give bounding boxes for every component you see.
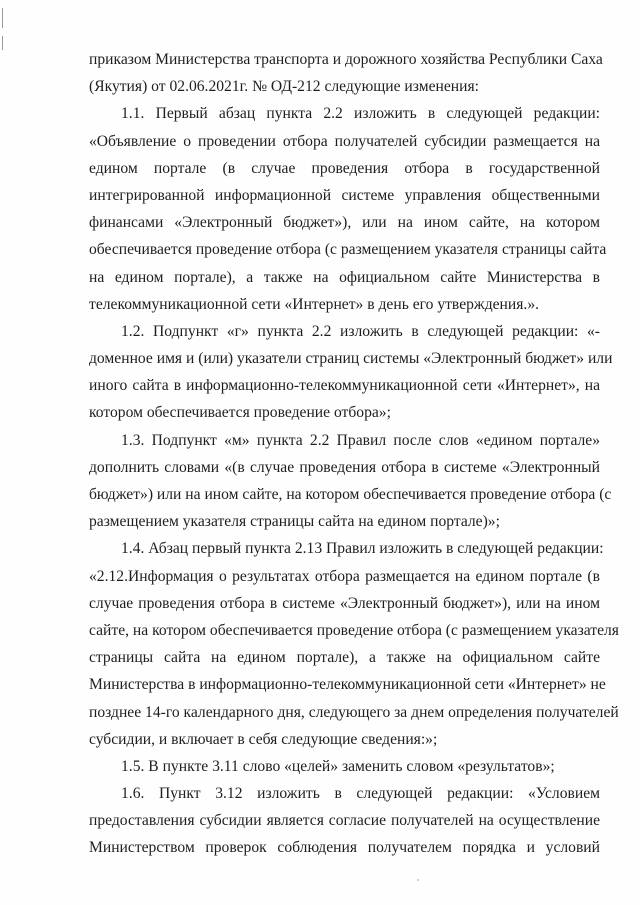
text-line: приказом Министерства транспорта и дорожного хозяйства Республики Саха <box>89 51 603 68</box>
text-line: позднее 14-го календарного дня, следующего за днем определения получателей <box>89 703 619 721</box>
text-line: 1.4. Абзац первый пункта 2.13 Правил изложить в следующей редакции: <box>121 540 604 558</box>
text-line: «2.12.Информация о результатах отбора размещается на едином портале (в <box>89 567 600 585</box>
text-line: (Якутия) от 02.06.2021г. № ОД-212 следующие изменения: <box>89 78 479 96</box>
text-line: едином портале (в случае проведения отбора в государственной <box>89 159 600 177</box>
text-line: 1.2. Подпункт «г» пункта 2.2 изложить в следующей редакции: «- <box>121 322 600 340</box>
text-line: случае проведения отбора в системе «Электронный бюджет»), или на ином <box>89 594 600 612</box>
text-line: сайте, на котором обеспечивается проведение отбора (с размещением указателя <box>89 621 619 639</box>
text-line: 1.6. Пункт 3.12 изложить в следующей редакции: «Условием <box>121 785 600 803</box>
text-line: 1.1. Первый абзац пункта 2.2 изложить в следующей редакции: <box>121 105 600 123</box>
text-line: на едином портале), а также на официальном сайте Министерства в <box>89 268 600 286</box>
scan-speck <box>417 879 419 881</box>
text-line: Министерства в информационно-телекоммуникационной сети «Интернет» не <box>89 676 606 694</box>
text-line: финансами «Электронный бюджет»), или на ином сайте, на котором <box>89 214 600 232</box>
scan-edge-mark <box>2 36 3 50</box>
text-line: 1.3. Подпункт «м» пункта 2.2 Правил после слов «едином портале» <box>121 431 600 449</box>
scan-edge-mark <box>2 8 3 28</box>
text-line: размещением указателя страницы сайта на едином портале)»; <box>89 513 500 531</box>
text-line: обеспечивается проведение отбора (с размещением указателя страницы сайта <box>89 241 607 259</box>
text-line: котором обеспечивается проведение отбора»; <box>89 404 391 422</box>
text-line: субсидии, и включает в себя следующие сведения:»; <box>89 730 438 748</box>
text-line: предоставления субсидии является согласие получателей на осуществление <box>89 812 600 830</box>
text-line: бюджет») или на ином сайте, на котором обеспечивается проведение отбора (с <box>89 486 612 503</box>
text-line: Министерством проверок соблюдения получателем порядка и условий <box>89 839 600 857</box>
text-line: доменное имя и (или) указатели страниц системы «Электронный бюджет» или <box>89 350 613 368</box>
text-line: интегрированной информационной системе управления общественными <box>89 186 600 204</box>
text-line: телекоммуникационной сети «Интернет» в день его утверждения.». <box>89 295 540 313</box>
text-line: иного сайта в информационно-телекоммуникационной сети «Интернет», на <box>89 377 600 395</box>
text-line: «Объявление о проведении отбора получателей субсидии размещается на <box>89 132 600 150</box>
text-line: 1.5. В пункте 3.11 слово «целей» заменить словом «результатов»; <box>121 757 555 775</box>
text-line: страницы сайта на едином портале), а также на официальном сайте <box>89 649 600 667</box>
text-line: дополнить словами «(в случае проведения отбора в системе «Электронный <box>89 458 600 476</box>
document-body <box>89 46 619 862</box>
